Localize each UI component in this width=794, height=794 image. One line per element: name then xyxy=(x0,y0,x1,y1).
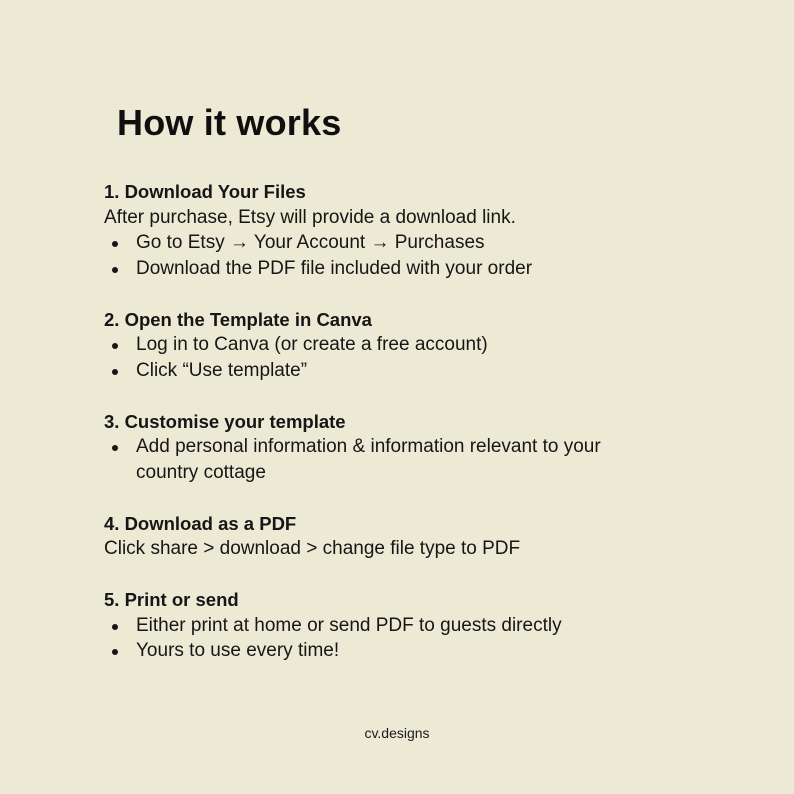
list-item xyxy=(104,358,744,384)
bullet-icon xyxy=(112,624,118,630)
bullet-text: Either print at home or send PDF to guests directly xyxy=(136,614,562,636)
step-4-heading: 4. Download as a PDF xyxy=(104,512,297,534)
step-1-section xyxy=(104,179,744,281)
step-4-section xyxy=(104,511,744,562)
step-2-section xyxy=(104,307,744,384)
bullet-text: Click “Use template” xyxy=(136,359,308,381)
bullet-icon xyxy=(112,445,118,451)
step-3-section xyxy=(104,409,744,486)
page-title: How it works xyxy=(117,102,342,143)
step-3-bullets xyxy=(104,434,634,485)
list-item xyxy=(104,434,634,485)
bullet-text: Download the PDF file included with your order xyxy=(136,257,533,279)
list-item xyxy=(104,256,744,282)
bullet-text: Go to Etsy → Your Account → Purchases xyxy=(136,232,485,253)
bullet-icon xyxy=(112,343,118,349)
list-item xyxy=(104,613,744,639)
list-item xyxy=(104,230,744,256)
step-1-bullets xyxy=(104,230,744,281)
brand-footer: cv.designs xyxy=(364,725,430,741)
steps-list xyxy=(104,179,744,664)
step-1-heading: 1. Download Your Files xyxy=(104,181,306,202)
step-5-bullets xyxy=(104,613,744,664)
step-2-heading: 2. Open the Template in Canva xyxy=(104,308,372,330)
step-5-section xyxy=(104,587,744,664)
bullet-text: Yours to use every time! xyxy=(136,640,340,661)
step-2-bullets xyxy=(104,332,744,383)
bullet-icon xyxy=(112,649,118,655)
step-5-heading: 5. Print or send xyxy=(104,589,239,610)
bullet-icon xyxy=(112,369,118,375)
bullet-icon xyxy=(112,267,118,273)
bullet-text: Log in to Canva (or create a free account) xyxy=(136,334,488,355)
list-item xyxy=(104,332,744,358)
bullet-text: Add personal information & information relevant to your country cottage xyxy=(136,436,601,483)
step-4-text: Click share > download > change file type to PDF xyxy=(104,538,521,559)
step-3-heading: 3. Customise your template xyxy=(104,410,346,432)
list-item xyxy=(104,638,744,664)
bullet-icon xyxy=(112,241,118,247)
step-1-text: After purchase, Etsy will provide a download link. xyxy=(104,206,516,228)
